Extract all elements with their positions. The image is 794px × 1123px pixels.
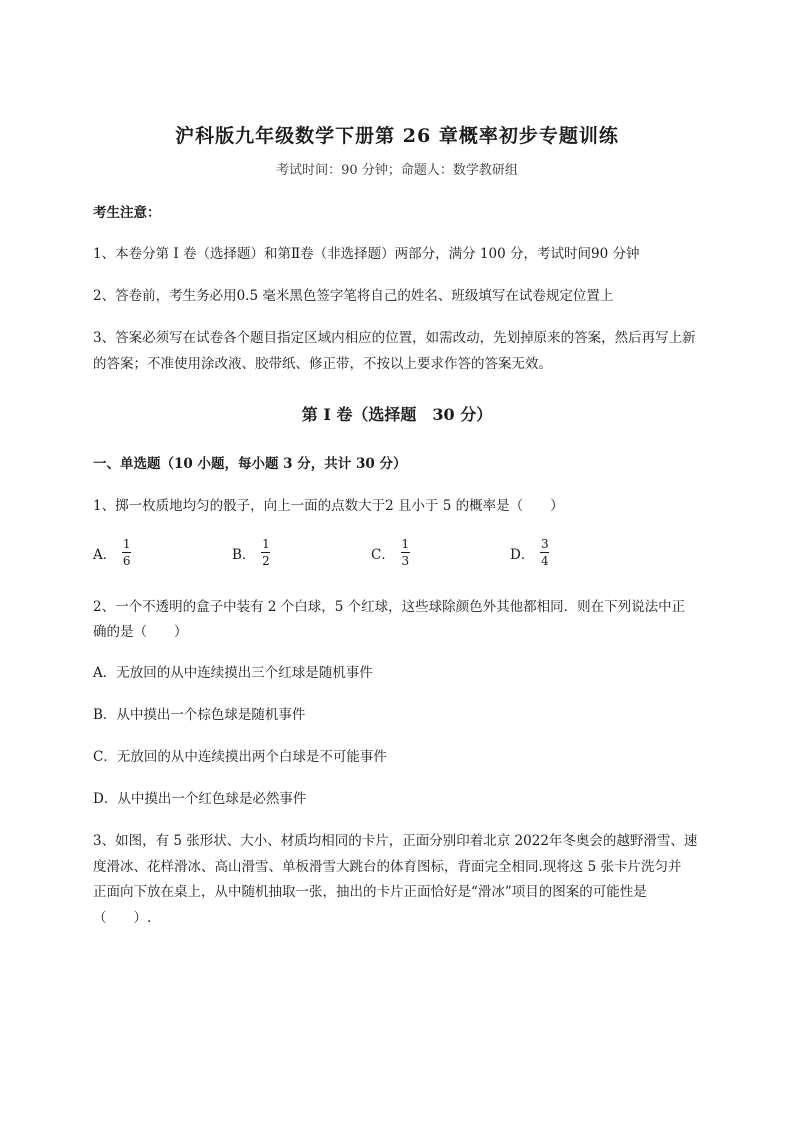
option-label: A． [93,546,117,563]
notice-heading: 考生注意： [93,205,161,221]
exam-info: 考试时间：90 分钟；命题人：数学教研组 [276,163,518,178]
question-1-option-c [371,537,410,568]
fraction [261,537,270,568]
page-title: 沪科版九年级数学下册第 26 章概率初步专题训练 [175,125,619,147]
question-2-option-b: B．从中摸出一个棕色球是随机事件 [93,707,306,723]
denominator: 4 [541,554,549,568]
question-1-stem: 1、掷一枚质地均匀的骰子，向上一面的点数大于2 且小于 5 的概率是（ ） [93,498,564,514]
fraction [122,537,131,568]
section-title: 第 I 卷（选择题 30 分） [301,405,493,424]
fraction-bar [122,552,131,553]
option-label: D． [510,546,535,563]
question-3-line-3: 正面向下放在桌上，从中随机抽取一张，抽出的卡片正面恰好是“滑冰”项目的图案的可能性是 [93,884,647,900]
notice-item-2: 2、答卷前，考生务必用0.5 毫米黑色签字笔将自己的姓名、班级填写在试卷规定位置上 [93,288,614,304]
section-heading: 一、单选题（10 小题，每小题 3 分，共计 30 分） [93,456,407,472]
question-2-stem-line-2: 确的是（ ） [93,624,188,640]
question-3-line-4: （ ）. [93,910,152,926]
denominator: 2 [262,554,270,568]
denominator: 3 [401,554,410,568]
question-2-option-a: A．无放回的从中连续摸出三个红球是随机事件 [93,665,373,681]
question-2-stem-line-1: 2、一个不透明的盒子中装有 2 个白球，5 个红球，这些球除颜色外其他都相同．则在下列说法中正 [93,599,686,615]
question-3-line-1: 3、如图，有 5 张形状、大小、材质均相同的卡片，正面分别印着北京 2022年冬奥会的越野滑雪、速 [93,833,698,849]
question-1-option-a [93,537,131,568]
numerator: 3 [541,537,549,551]
question-2-option-c: C．无放回的从中连续摸出两个白球是不可能事件 [93,749,387,765]
fraction-bar [261,552,270,553]
question-2-option-d: D．从中摸出一个红色球是必然事件 [93,791,307,807]
fraction [401,537,410,568]
option-label: B． [232,546,256,563]
fraction-bar [540,552,549,553]
question-3-line-2: 度滑冰、花样滑冰、高山滑雪、单板滑雪大跳台的体育图标，背面完全相同.现将这 5 张卡片洗匀并 [93,859,682,875]
question-1-option-d [510,537,549,568]
option-label: C． [371,546,395,563]
notice-item-3-line-1: 3、答案必须写在试卷各个题目指定区域内相应的位置，如需改动，先划掉原来的答案，然后再写上新 [93,330,696,346]
denominator: 6 [122,554,131,568]
fraction-bar [401,552,410,553]
fraction [540,537,549,568]
notice-item-1: 1、本卷分第 I 卷（选择题）和第Ⅱ卷（非选择题）两部分，满分 100 分，考试时间90 分钟 [93,246,640,262]
notice-item-3-line-2: 的答案；不准使用涂改液、胶带纸、修正带，不按以上要求作答的答案无效。 [93,356,552,372]
numerator: 1 [122,537,131,551]
question-1-option-b [232,537,270,568]
numerator: 1 [401,537,410,551]
numerator: 1 [262,537,270,551]
